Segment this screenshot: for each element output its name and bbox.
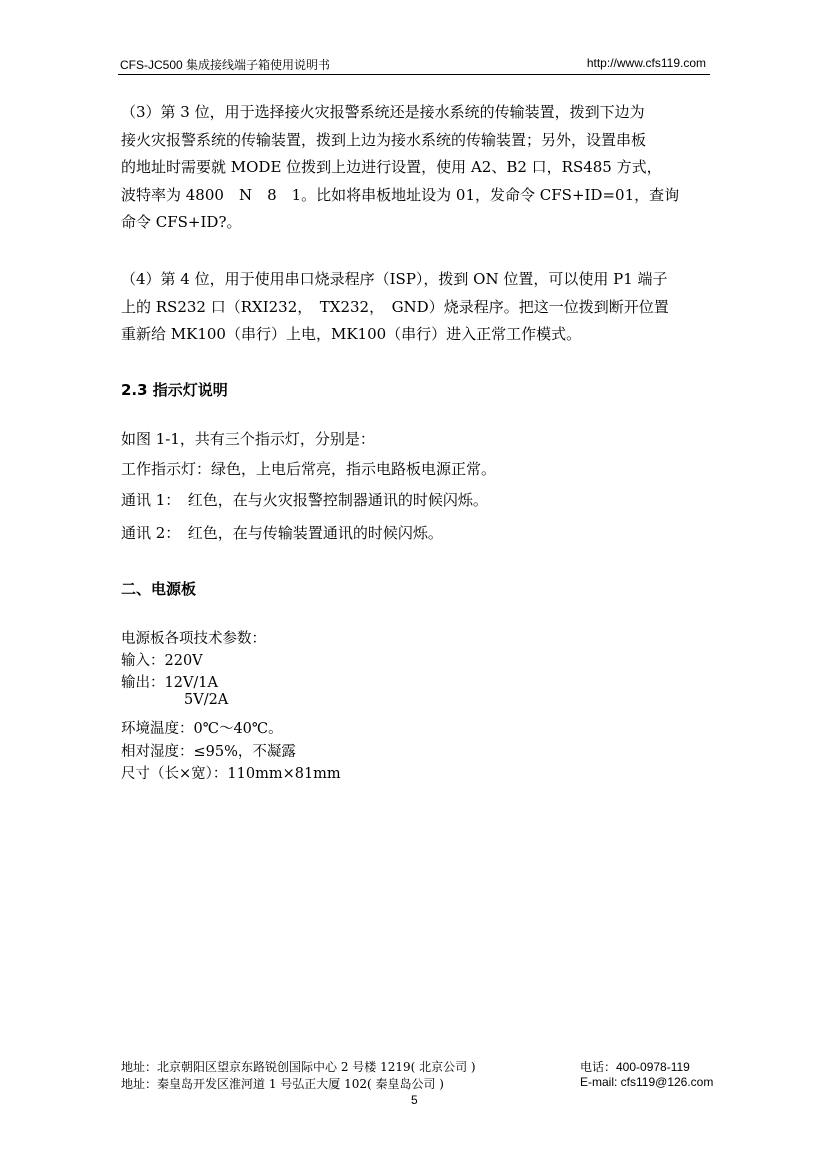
text-line: 接火灾报警系统的传输装置，拨到上边为接水系统的传输装置；另外，设置串板: [121, 130, 647, 149]
indicator-work: 工作指示灯：绿色，上电后常亮，指示电路板电源正常。: [121, 460, 497, 478]
text-line: 的地址时需要就 MODE 位拨到上边进行设置，使用 A2、B2 口，RS485 方式，: [121, 158, 662, 176]
power-specs-title: 电源板各项技术参数：: [121, 631, 266, 647]
power-output-1: 输出：12V/1A: [121, 675, 219, 691]
footer-phone: 电话：400-0978-119: [580, 1060, 690, 1074]
paragraph-bit-3: [121, 99, 711, 237]
paragraph-bit-4: [121, 266, 711, 349]
indicator-comm1: 通讯 1： 红色，在与火灾报警控制器通讯的时候闪烁。: [121, 491, 488, 509]
header-url: http://www.cfs119.com: [586, 56, 706, 70]
indicator-intro: 如图 1-1，共有三个指示灯，分别是：: [121, 430, 375, 448]
text-line: （3）第 3 位，用于选择接火灾报警系统还是接水系统的传输装置，拨到下边为: [121, 103, 645, 121]
header-title: CFS-JC500 集成接线端子箱使用说明书: [120, 58, 331, 72]
header-divider: [118, 74, 710, 75]
text-line: 波特率为 4800 N 8 1。比如将串板地址设为 01，发命令 CFS+ID=01，查询: [121, 185, 680, 204]
power-size: 尺寸（长×宽）：110mm×81mm: [121, 766, 341, 782]
footer-email: E-mail: cfs119@126.com: [580, 1075, 714, 1089]
indicator-comm2: 通讯 2： 红色，在与传输装置通讯的时候闪烁。: [121, 524, 443, 542]
power-humidity: 相对湿度：≤95%，不凝露: [121, 744, 296, 760]
section-heading-indicator-lights: 2.3 指示灯说明: [121, 381, 228, 399]
text-line: 重新给 MK100（串行）上电，MK100（串行）进入正常工作模式。: [121, 325, 582, 343]
text-line: 上的 RS232 口（RXI232， TX232， GND）烧录程序。把这一位拨到断开位置: [121, 297, 669, 316]
text-line: 命令 CFS+ID?。: [121, 213, 242, 231]
page-number: 5: [411, 1093, 418, 1107]
footer-address-qinhuangdao: 地址：秦皇岛开发区淮河道 1 号弘正大厦 102( 秦皇岛公司 ): [121, 1077, 444, 1091]
power-input: 输入：220V: [121, 653, 203, 669]
footer-address-beijing: 地址：北京朝阳区望京东路锐创国际中心 2 号楼 1219( 北京公司 ): [121, 1060, 476, 1074]
power-output-2: 5V/2A: [184, 692, 229, 708]
section-heading-power-board: 二、电源板: [121, 580, 197, 598]
power-temperature: 环境温度：0℃～40℃。: [121, 721, 283, 737]
text-line: （4）第 4 位，用于使用串口烧录程序（ISP），拨到 ON 位置，可以使用 P1 端子: [121, 270, 668, 288]
